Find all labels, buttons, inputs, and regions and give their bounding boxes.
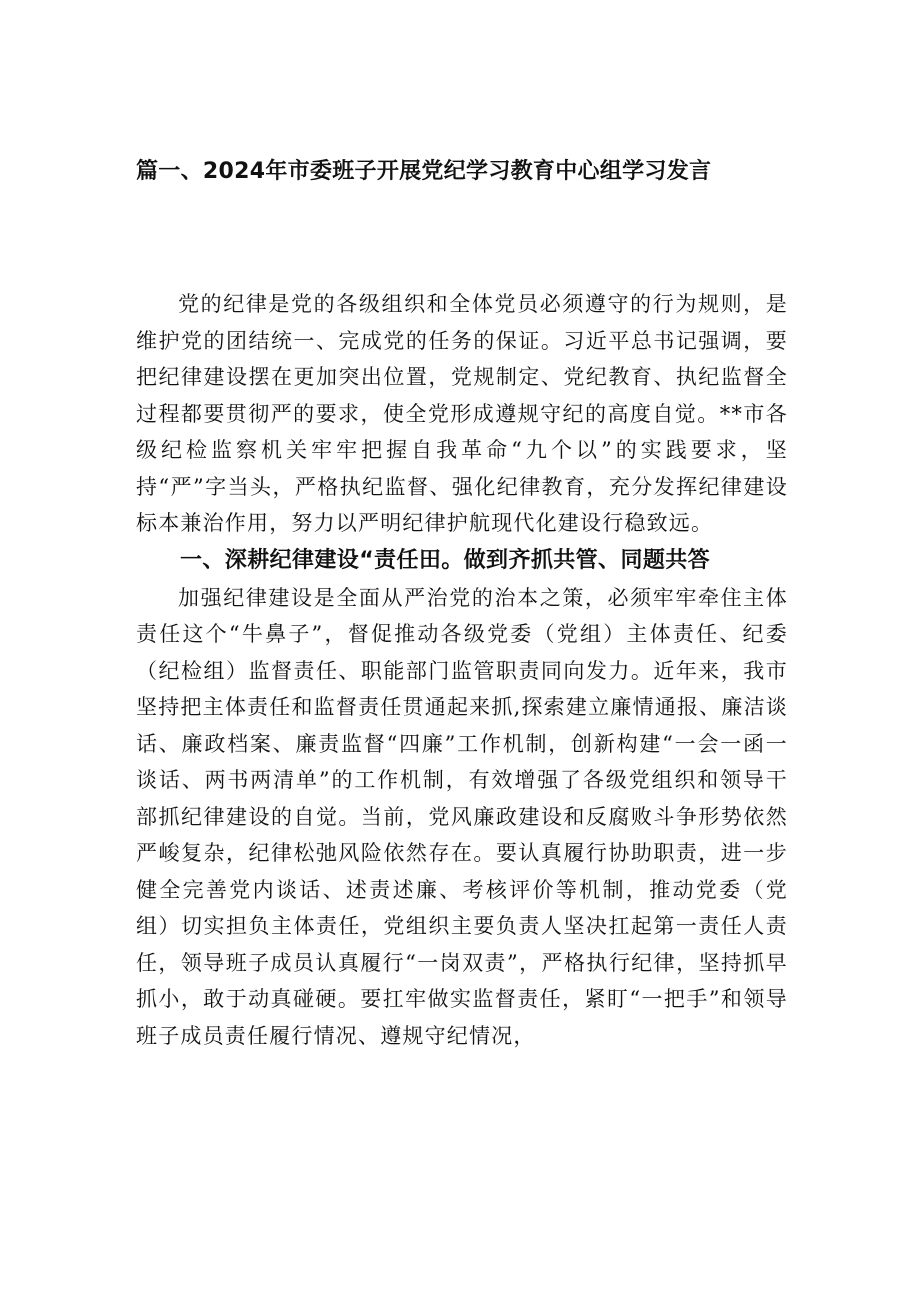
intro-paragraph: 党的纪律是党的各级组织和全体党员必须遵守的行为规则，是维护党的团结统一、完成党的任务的保证。习近平总书记强调，要把纪律建设摆在更加突出位置，党规制定、党纪教育、执纪监督全过程都要贯彻严的要求，使全党形成遵规守纪的高度自觉。**市各级纪检监察机关牢牢把握自我革命“九个以”的实践要求，坚持“严”字当头，严格执纪监督、强化纪律教育，充分发挥纪律建设标本兼治作用，努力以严明纪律护航现代化建设行稳致远。 bbox=[136, 292, 788, 535]
document-title: 篇一、2024年市委班子开展党纪学习教育中心组学习发言 bbox=[136, 159, 712, 184]
body-paragraph: 加强纪律建设是全面从严治党的治本之策，必须牢牢牵住主体责任这个“牛鼻子”，督促推动各级党委（党组）主体责任、纪委（纪检组）监督责任、职能部门监管职责同向发力。近年来，我市坚持把主体责任和监督责任贯通起来抓,探索建立廉情通报、廉洁谈话、廉政档案、廉责监督“四廉”工作机制，创新构建“一会一函一谈话、两书两清单”的工作机制，有效增强了各级党组织和领导干部抓纪律建设的自觉。当前，党风廉政建设和反腐败斗争形势依然严峻复杂，纪律松弛风险依然存在。要认真履行协助职责，进一步健全完善党内谈话、述责述廉、考核评价等机制，推动党委（党组）切实担负主体责任，党组织主要负责人坚决扛起第一责任人责任，领导班子成员认真履行“一岗双责”，严格执行纪律，坚持抓早抓小，敢于动真碰硬。要扛牢做实监督责任，紧盯“一把手”和领导班子成员责任履行情况、遵规守纪情况， bbox=[136, 585, 788, 1048]
section-heading: 一、深耕纪律建设“责任田。做到齐抓共管、同题共答 bbox=[180, 547, 711, 573]
document-body bbox=[136, 286, 788, 1054]
